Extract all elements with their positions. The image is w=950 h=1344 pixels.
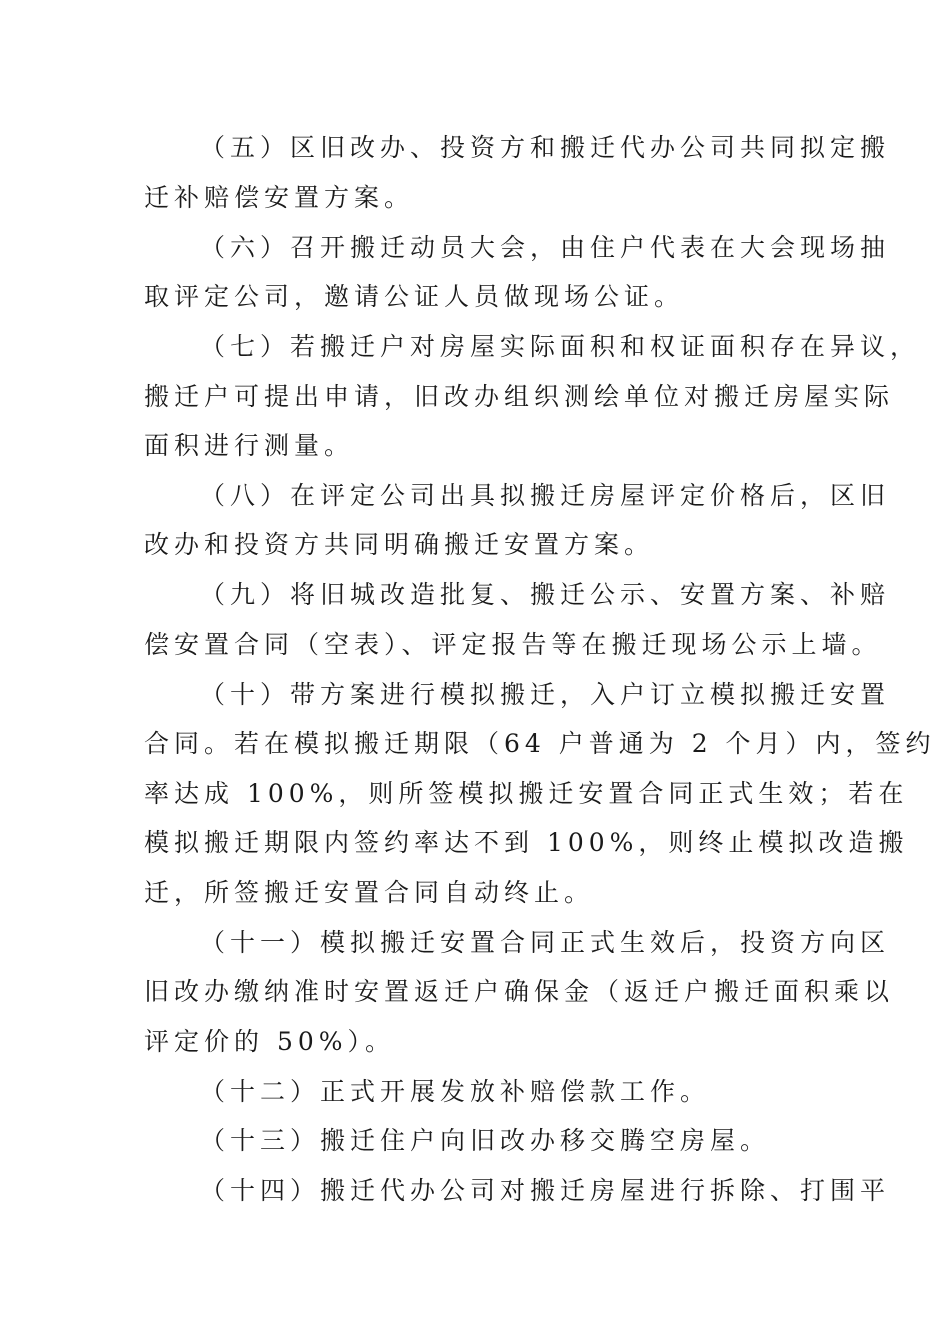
text-line: 模拟搬迁期限内签约率达不到 100%，则终止模拟改造搬 [144, 828, 909, 857]
text-line: （七）若搬迁户对房屋实际面积和权证面积存在异议， [200, 332, 921, 361]
text-line: 改办和投资方共同明确搬迁安置方案。 [144, 530, 655, 559]
text-line: 迁，所签搬迁安置合同自动终止。 [144, 878, 595, 907]
text-line: （五）区旧改办、投资方和搬迁代办公司共同拟定搬 [200, 133, 891, 162]
text-line: （十一）模拟搬迁安置合同正式生效后，投资方向区 [200, 928, 891, 957]
text-line: 迁补赔偿安置方案。 [144, 183, 415, 212]
text-line: 偿安置合同（空表）、评定报告等在搬迁现场公示上墙。 [144, 630, 882, 659]
text-line: （十二）正式开展发放补赔偿款工作。 [200, 1077, 711, 1106]
text-line: 旧改办缴纳准时安置返迁户确保金（返迁户搬迁面积乘以 [144, 977, 895, 1006]
text-line: 面积进行测量。 [144, 431, 355, 460]
text-line: 搬迁户可提出申请，旧改办组织测绘单位对搬迁房屋实际 [144, 382, 895, 411]
text-line: （十四）搬迁代办公司对搬迁房屋进行拆除、打围平 [200, 1176, 891, 1205]
text-line: （八）在评定公司出具拟搬迁房屋评定价格后，区旧 [200, 481, 891, 510]
text-line: （十三）搬迁住户向旧改办移交腾空房屋。 [200, 1126, 771, 1155]
text-line: 合同。若在模拟搬迁期限（64 户普通为 2 个月）内，签约 [144, 729, 936, 758]
text-line: 评定价的 50%）。 [144, 1027, 396, 1056]
text-line: 取评定公司，邀请公证人员做现场公证。 [144, 282, 685, 311]
text-line: （九）将旧城改造批复、搬迁公示、安置方案、补赔 [200, 580, 891, 609]
text-line: （六）召开搬迁动员大会，由住户代表在大会现场抽 [200, 233, 891, 262]
text-line: 率达成 100%，则所签模拟搬迁安置合同正式生效；若在 [144, 779, 909, 808]
text-line: （十）带方案进行模拟搬迁，入户订立模拟搬迁安置 [200, 680, 891, 709]
